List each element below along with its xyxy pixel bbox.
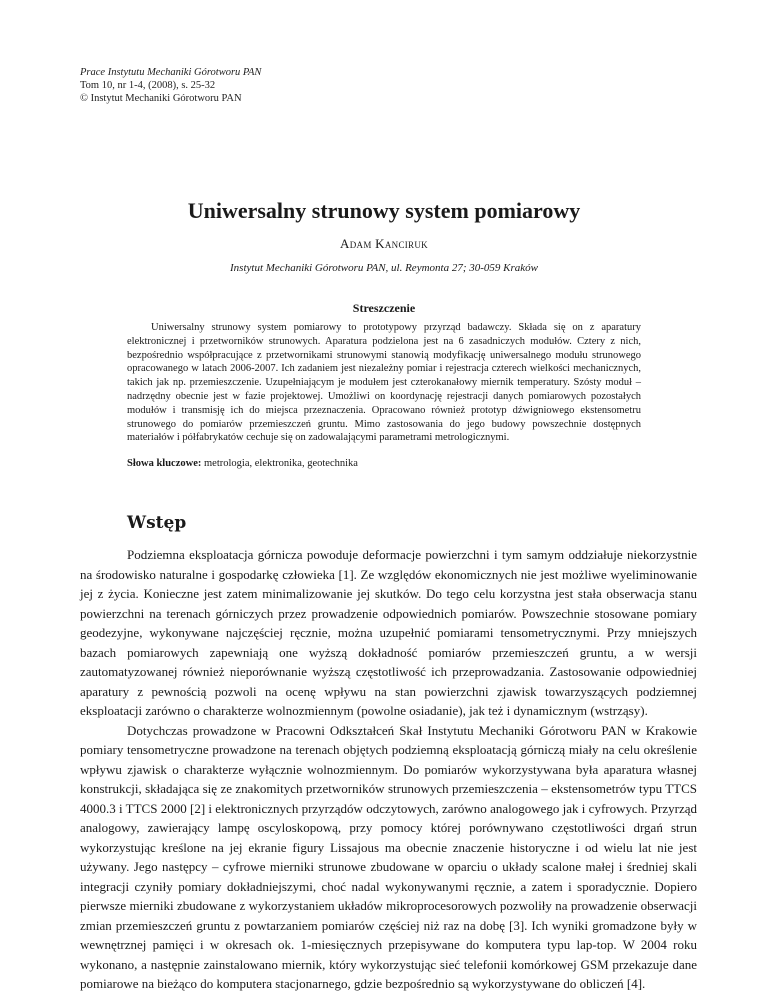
section-heading: Wstęp <box>127 513 187 533</box>
paragraph: Dotychczas prowadzone w Pracowni Odkształceń Skał Instytutu Mechaniki Górotworu PAN w Krakowie pomiary tensometryczne prowadzone na terenach objętych podziemną eksploatacją górniczą miały na celu określenie wpływu zjawisk o charakterze wyłącznie wolnozmiennym. Do pomiarów wykorzystywana była aparatura własnej konstrukcji, składająca się ze znakomitych przetworników strunowych przemieszczenia – ekstensometrów typu TTCS 4000.3 i TTCS 2000 [2] i elektronicznych przyrządów odczytowych, zarówno analogowego jak i cyfrowych. Przyrząd analogowy, zawierający lampę oscyloskopową, przy pomocy której porównywano częstotliwości drgań strun wykorzystując kreślone na jej ekranie figury Lissajous ma obecnie znaczenie historyczne i od wielu lat nie jest używany. Jego następcy – cyfrowe mierniki strunowe zbudowane w oparciu o układy scalone małej i średniej skali integracji czyniły pomiary dokładniejszymi, choć nadal wykonywanymi ręcznie, a zatem i sporadycznie. Dopiero pierwsze mierniki zbudowane z wykorzystaniem układów mikroprocesorowych pozwoliły na prowadzenie obserwacji zmian przemieszczeń gruntu z powtarzaniem pomiarów częściej niż raz na dobę [3]. Ich wyniki gromadzone były w wewnętrznej pamięci i w okresach ok. 1-miesięcznych przepisywane do komputera typu lap-top. W 2004 roku wykonano, a następnie zainstalowano miernik, który wykorzystując sieć telefonii komórkowej GSM przekazuje dane pomiarowe na bieżąco do komputera stacjonarnego, gdzie bezpośrednio są wykorzystywane do obliczeń [4]. <box>80 722 697 991</box>
article-title: Uniwersalny strunowy system pomiarowy <box>187 198 581 223</box>
journal-header <box>80 66 261 105</box>
paragraph: Podziemna eksploatacja górnicza powoduje deformacje powierzchni i tym samym oddziałuje niekorzystnie na środowisko naturalne i gospodarkę człowieka [1]. Ze względów ekonomicznych nie jest możliwe wyeliminowanie jej z życia. Konieczne jest zatem minimalizowanie jej skutków. Do tego celu korzystna jest stała obserwacja stanu powierzchni na terenach górniczych przez prowadzenie odpowiednich pomiarów. Powszechnie stosowane pomiary geodezyjne, wykonywane najczęściej ręcznie, można uzupełnić pomiarami tensometrycznymi. Przy mniejszych bazach pomiarowych zapewniają one wyższą dokładność pomiarów przemieszczeń gruntu, a w wersji zautomatyzowanej również nieporównanie wyższą częstotliwość ich przeprowadzania. Zastosowanie odpowiedniej aparatury z pewnością pozwoli na ocenę wpływu na stan powierzchni zjawisk towarzyszących podziemnej eksploatacji zarówno o charakterze wolnozmiennym (powolne osiadanie), jak też i dynamicznym (wstrząsy). <box>80 547 697 718</box>
journal-name: Prace Instytutu Mechaniki Górotworu PAN <box>80 67 262 78</box>
keywords <box>127 458 358 469</box>
journal-volume: Tom 10, nr 1-4, (2008), s. 25-32 <box>80 80 216 91</box>
abstract-heading: Streszczenie <box>352 301 416 315</box>
journal-copyright: © Instytut Mechaniki Górotworu PAN <box>80 93 242 104</box>
section-body <box>80 545 697 994</box>
keywords-value: metrologia, elektronika, geotechnika <box>204 458 358 469</box>
article-affiliation: Instytut Mechaniki Górotworu PAN, ul. Reymonta 27; 30-059 Kraków <box>230 262 538 274</box>
article-author: Adam Kanciruk <box>340 236 428 251</box>
abstract-text: Uniwersalny strunowy system pomiarowy to prototypowy przyrząd badawczy. Składa się on z aparatury elektronicznej i przetworników strunowych. Aparatura podzielona jest na 6 zasadniczych modułów. Cztery z nich, bezpośrednio współpracujące z przetwornikami strunowymi stanowią modyfikację uniwersalnego modułu strunowego opracowanego w latach 2006-2007. Ich zadaniem jest niezależny pomiar i rejestracja czterech wielkości mechanicznych, takich jak np. przemieszczenie. Uzupełniającym je modułem jest czterokanałowy miernik temperatury. Szósty moduł – nadrzędny obecnie jest w fazie projektowej. Umożliwi on koordynację rejestracji danych pomiarowych pozostałych modułów i transmisję ich do miejsca przeznaczenia. Opracowano również prototyp dźwigniowego ekstensometru strunowego do pomiarów przemieszczeń gruntu. Mimo zastosowania do jego budowy powszechnie dostępnych materiałów i półfabrykatów cechuje się on zadowalającymi parametrami metrologicznymi. <box>127 322 641 444</box>
keywords-label: Słowa kluczowe: <box>127 458 202 469</box>
